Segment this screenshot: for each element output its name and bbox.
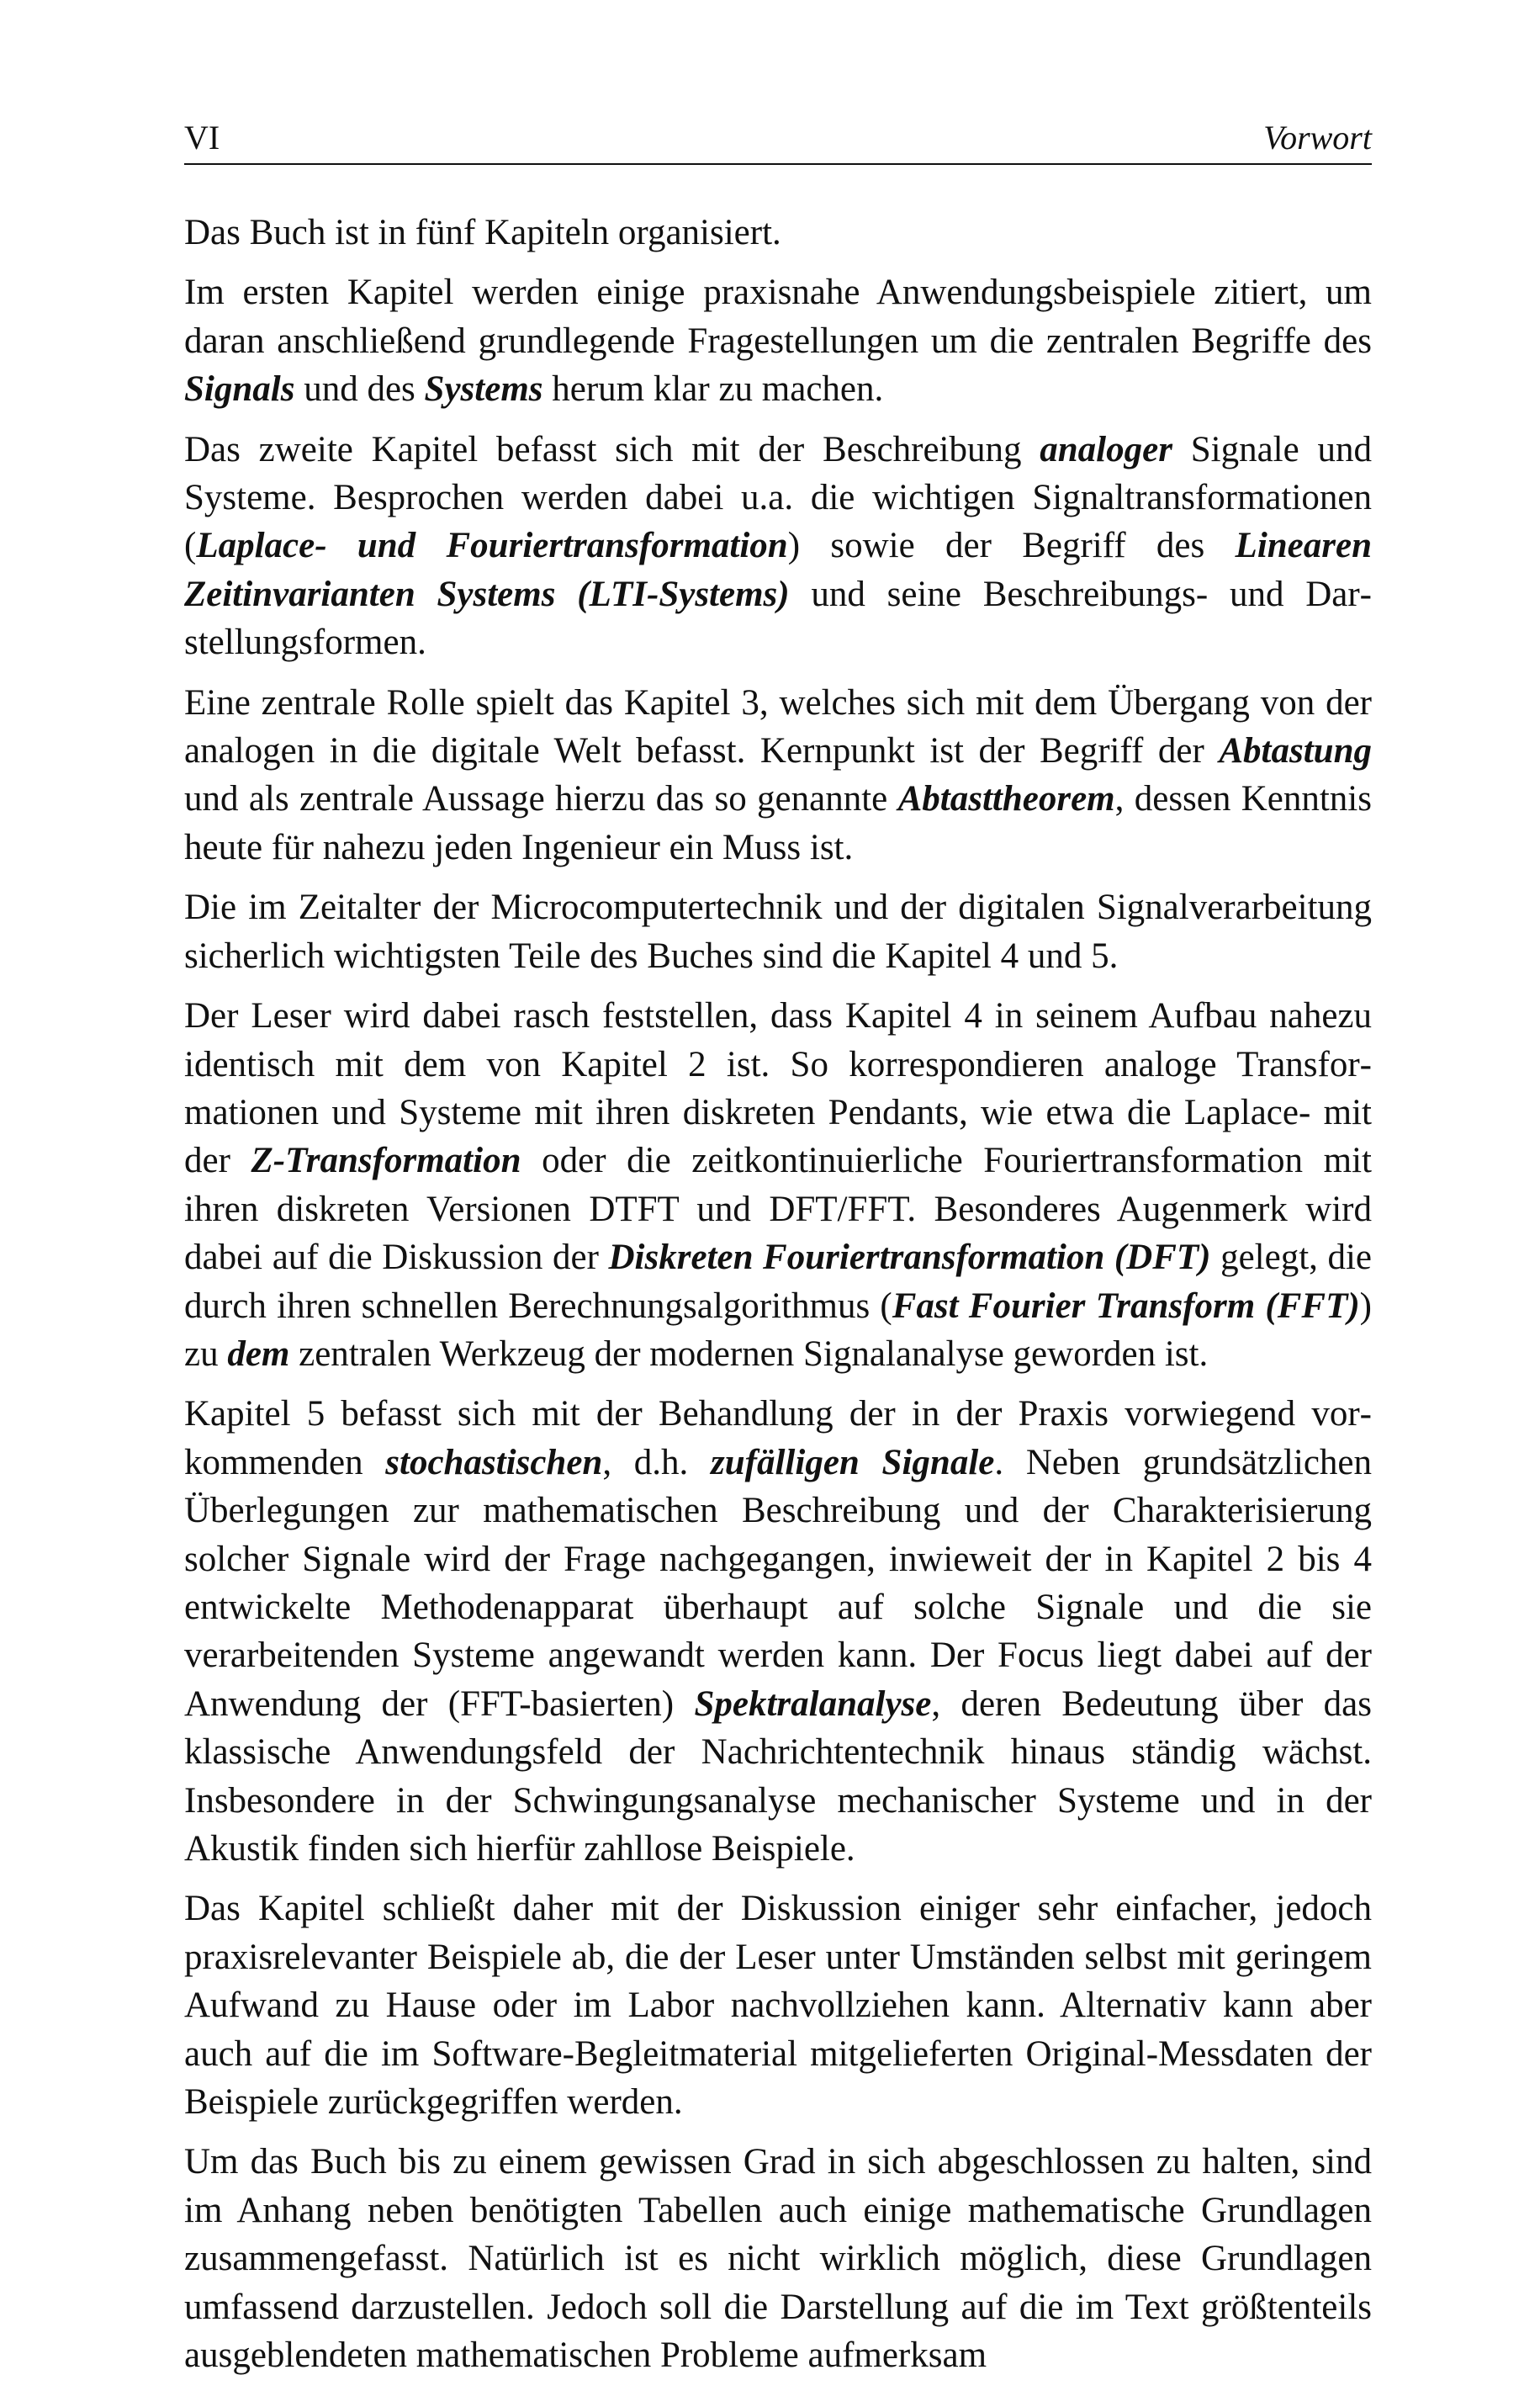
emphasized-term: Fast Fourier Transform (FFT) xyxy=(892,1286,1360,1326)
chapter-title: Vorwort xyxy=(1263,119,1372,156)
text-run: Der Leser wird dabei rasch feststellen, dass Kapitel 4 in seinem Aufbau nahezu identisch mit dem von Kapitel 2 ist. So korrespondieren analoge Transformationen und Systeme mit ihren diskreten Pendants, wie etwa die Laplace- mit der xyxy=(184,996,1372,1181)
text-run: herum klar zu machen. xyxy=(542,369,884,410)
paragraph-1 xyxy=(184,209,1372,257)
paragraph-4 xyxy=(184,679,1372,872)
emphasized-term: Signals xyxy=(184,369,295,410)
text-run: und als zentrale Aussage hierzu das so genannte xyxy=(184,779,898,819)
text-run: und seine Beschreibungs- und Darstellungsformen. xyxy=(184,574,1372,663)
text-run: Kapitel 5 befasst sich mit der Behandlung der in der Praxis vorwiegend vorkommenden xyxy=(184,1394,1372,1482)
text-run: Das Kapitel schließt daher mit der Diskussion einiger sehr einfacher, jedoch praxisrelevanter Beispiele ab, die der Leser unter Umständen selbst mit geringem Aufwand zu Hause oder im Labor nachvollziehen kann. Alternativ kann aber auch auf die im Software-Begleitmaterial mitgelieferten Original-Messdaten der Beispiele zurückgegriffen werden. xyxy=(184,1889,1372,2123)
text-run: zentralen Werkzeug der modernen Signalanalyse geworden ist. xyxy=(289,1333,1209,1374)
text-run: Die im Zeitalter der Microcomputertechnik und der digitalen Signalverarbeitung sicherlich wichtigsten Teile des Buches sind die Kapitel 4 und 5. xyxy=(184,888,1372,976)
emphasized-term: Abtasttheorem xyxy=(897,779,1115,819)
text-run: Eine zentrale Rolle spielt das Kapitel 3, welches sich mit dem Übergang von der analogen in die digitale Welt befasst. Kernpunkt ist der Begriff der xyxy=(184,682,1372,771)
paragraph-6 xyxy=(184,992,1372,1378)
text-run: Signale und Systeme. Besprochen werden dabei u.a. die wichtigen Signaltransformationen ( xyxy=(184,429,1372,566)
book-page xyxy=(184,118,1372,2391)
page-number: VI xyxy=(184,119,220,156)
text-run: ) sowie der Begriff des xyxy=(787,526,1236,566)
paragraph-5 xyxy=(184,883,1372,980)
emphasized-term: analoger xyxy=(1040,429,1172,469)
emphasized-term: Systems xyxy=(424,369,543,410)
text-run: , dessen Kenntnis heute für nahezu jeden Ingenieur ein Muss ist. xyxy=(184,779,1372,867)
text-run: gelegt, die durch ihren schnellen Berechnungsalgorithmus ( xyxy=(184,1238,1373,1326)
text-run: Im ersten Kapitel werden einige praxisnahe Anwendungsbeispiele zitiert, um daran anschließend grundlegende Fragestellungen um die zentralen Begriffe des xyxy=(184,273,1372,361)
emphasized-term: stochastischen xyxy=(385,1442,603,1482)
text-run: und des xyxy=(294,369,425,410)
emphasized-term: Diskreten Fouriertransformation (DFT) xyxy=(608,1238,1211,1278)
body-text xyxy=(184,209,1372,2379)
paragraph-3 xyxy=(184,426,1372,667)
running-head xyxy=(184,118,1372,165)
paragraph-2 xyxy=(184,268,1372,413)
text-run: , deren Bedeutung über das klassische Anwendungsfeld der Nachrichtentechnik hinaus ständig wächst. Insbesondere in der Schwingungsanalyse mechanischer Systeme und in der Akustik finden sich hierfür zahllose Beispiele. xyxy=(184,1683,1373,1869)
emphasized-term: Abtastung xyxy=(1219,731,1372,771)
emphasized-term: Spektralanalyse xyxy=(694,1683,932,1724)
text-run: oder die zeitkontinuierliche Fouriertransformation mit ihren diskreten Versionen DTFT und DFT/FFT. Besonderes Augenmerk wird dabei auf die Diskussion der xyxy=(184,1141,1372,1278)
text-run: ) zu xyxy=(184,1286,1372,1374)
emphasized-term: Linearen Zeitinvarianten Systems (LTI-Systems) xyxy=(184,526,1372,614)
text-run: Das Buch ist in fünf Kapiteln organisiert. xyxy=(184,213,781,252)
emphasized-term: zufälligen Signale xyxy=(711,1442,995,1482)
text-run: , d.h. xyxy=(602,1442,712,1482)
paragraph-8 xyxy=(184,1885,1372,2126)
emphasized-term: Z-Transformation xyxy=(251,1141,521,1181)
paragraph-7 xyxy=(184,1390,1372,1873)
paragraph-9 xyxy=(184,2138,1372,2379)
text-run: Um das Buch bis zu einem gewissen Grad in sich abgeschlossen zu halten, sind im Anhang neben benötigten Tabellen auch einige mathematische Grundlagen zusammengefasst. Natürlich ist es nicht wirklich möglich, diese Grundlagen umfassend darzustellen. Jedoch soll die Darstellung auf die im Text größtenteils ausgeblendeten mathematischen Probleme aufmerksam xyxy=(184,2142,1372,2376)
text-run: . Neben grundsätzlichen Überlegungen zur mathematischen Beschreibung und der Charakterisierung solcher Signale wird der Frage nachgegangen, inwieweit der in Kapitel 2 bis 4 entwickelte Methodenapparat überhaupt auf solche Signale und die sie verarbeitenden Systeme angewandt werden kann. Der Focus liegt dabei auf der Anwendung der (FFT-basierten) xyxy=(184,1442,1372,1724)
emphasized-term: Laplace- und Fouriertransformation xyxy=(196,526,788,566)
emphasized-term: dem xyxy=(227,1333,290,1374)
text-run: Das zweite Kapitel befasst sich mit der Beschreibung xyxy=(184,429,1040,469)
